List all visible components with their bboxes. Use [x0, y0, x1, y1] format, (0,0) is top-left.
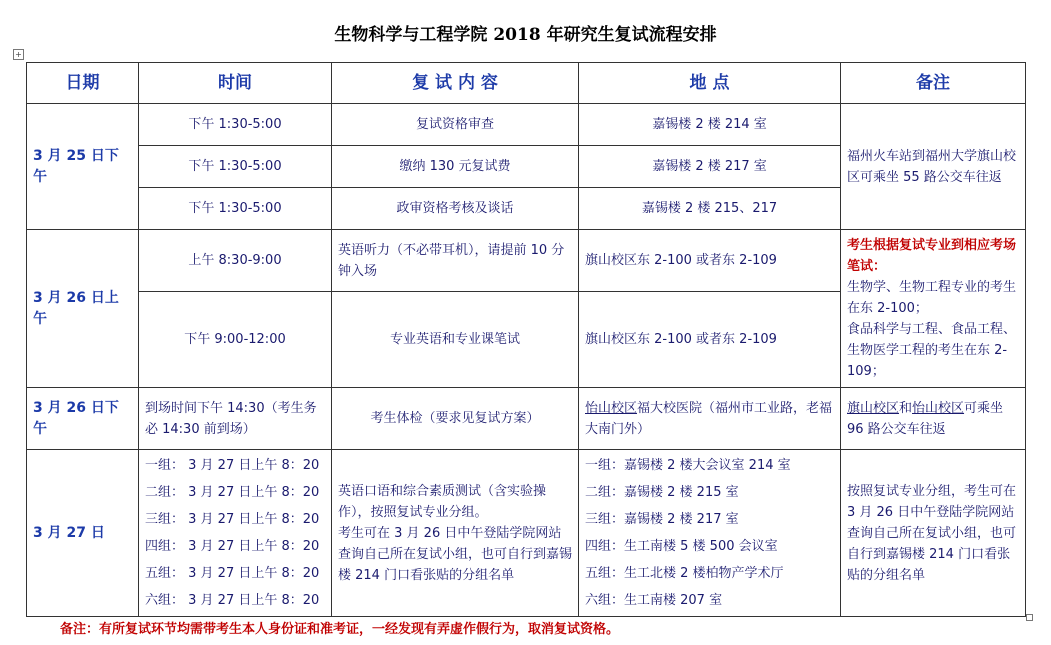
place-cell: 旗山校区东 2-100 或者东 2-109	[579, 292, 841, 388]
time-cell: 下午 9:00-12:00	[139, 292, 332, 388]
time-cell: 下午 1:30-5:00	[139, 146, 332, 188]
group-time: 三组： 3 月 27 日上午 8：20	[145, 512, 320, 527]
content-cell: 政审资格考核及谈话	[332, 188, 579, 230]
group-place: 五组：生工北楼 2 楼柏物产学术厅	[585, 566, 784, 581]
schedule-table	[26, 62, 1026, 617]
date-cell: 3 月 27 日	[27, 450, 139, 617]
note-cell: 按照复试专业分组，考生可在 3 月 26 日中午登陆学院网站查询自己所在复试小组，也可自行到嘉锡楼 214 门口看张贴的分组名单	[841, 450, 1026, 617]
note-cell	[841, 388, 1026, 450]
place-cell: 旗山校区东 2-100 或者东 2-109	[579, 230, 841, 292]
note-line: 食品科学与工程、食品工程、生物医学工程的考生在东 2-109；	[847, 322, 1017, 379]
note-underlined: 旗山校区	[847, 400, 900, 416]
note-cell	[841, 230, 1026, 388]
place-cell	[579, 388, 841, 450]
group-time: 六组： 3 月 27 日上午 8：20	[145, 593, 320, 608]
place-underlined: 怡山校区	[585, 400, 638, 416]
group-time: 二组： 3 月 27 日上午 8：20	[145, 485, 320, 500]
table-row	[27, 230, 1026, 292]
content-text: 考生可在 3 月 26 日中午登陆学院网站查询自己所在复试小组，也可自行到嘉锡楼 214 门口看张贴的分组名单	[338, 525, 573, 583]
date-cell: 3 月 26 日下午	[27, 388, 139, 450]
content-cell: 考生体检（要求见复试方案）	[332, 388, 579, 450]
header-place: 地 点	[579, 63, 841, 104]
content-cell	[332, 450, 579, 617]
note-red-text: 考生根据复试专业到相应考场笔试：	[847, 238, 1017, 274]
header-content: 复 试 内 容	[332, 63, 579, 104]
header-row	[27, 63, 1026, 104]
place-cell: 嘉锡楼 2 楼 217 室	[579, 146, 841, 188]
time-cell: 下午 1:30-5:00	[139, 188, 332, 230]
group-time: 四组： 3 月 27 日上午 8：20	[145, 539, 320, 554]
group-time: 五组： 3 月 27 日上午 8：20	[145, 566, 320, 581]
group-time: 一组： 3 月 27 日上午 8：20	[145, 458, 320, 473]
date-cell: 3 月 26 日上午	[27, 230, 139, 388]
note-underlined: 怡山校区	[912, 400, 965, 416]
note-line: 生物学、生物工程专业的考生在东 2-100；	[847, 280, 1017, 316]
footnote: 备注：有所复试环节均需带考生本人身份证和准考证，一经发现有弄虚作假行为，取消复试资格。	[60, 622, 620, 637]
group-place: 六组：生工南楼 207 室	[585, 593, 723, 608]
table-row	[27, 388, 1026, 450]
content-cell: 复试资格审查	[332, 104, 579, 146]
header-note: 备注	[841, 63, 1026, 104]
page-title: 生物科学与工程学院 2018 年研究生复试流程安排	[334, 25, 717, 45]
place-cell: 嘉锡楼 2 楼 215、217	[579, 188, 841, 230]
group-place: 四组：生工南楼 5 楼 500 会议室	[585, 539, 778, 554]
header-time: 时间	[139, 63, 332, 104]
content-text: 英语口语和综合素质测试（含实验操作），按照复试专业分组。	[338, 483, 547, 520]
note-mid: 和	[899, 400, 913, 416]
header-date: 日期	[27, 63, 139, 104]
content-cell: 专业英语和专业课笔试	[332, 292, 579, 388]
place-cell	[579, 450, 841, 617]
group-place: 一组：嘉锡楼 2 楼大会议室 214 室	[585, 458, 791, 473]
place-cell: 嘉锡楼 2 楼 214 室	[579, 104, 841, 146]
group-place: 三组：嘉锡楼 2 楼 217 室	[585, 512, 739, 527]
content-cell: 缴纳 130 元复试费	[332, 146, 579, 188]
table-move-handle-icon[interactable]: +	[13, 49, 24, 60]
date-cell: 3 月 25 日下午	[27, 104, 139, 230]
note-cell: 福州火车站到福州大学旗山校区可乘坐 55 路公交车往返	[841, 104, 1026, 230]
place-rest: 福大校医院（福州市工业路，老福大南门外）	[585, 400, 833, 437]
table-resize-handle-icon[interactable]	[1026, 614, 1033, 621]
time-cell: 下午 1:30-5:00	[139, 104, 332, 146]
note-rest: 可乘坐 96 路公交车往返	[847, 400, 1004, 437]
time-cell: 到场时间下午 14:30（考生务必 14:30 前到场）	[139, 388, 332, 450]
group-place: 二组：嘉锡楼 2 楼 215 室	[585, 485, 739, 500]
table-row	[27, 104, 1026, 146]
table-row	[27, 450, 1026, 617]
time-cell	[139, 450, 332, 617]
time-cell: 上午 8:30-9:00	[139, 230, 332, 292]
content-cell: 英语听力（不必带耳机），请提前 10 分钟入场	[332, 230, 579, 292]
